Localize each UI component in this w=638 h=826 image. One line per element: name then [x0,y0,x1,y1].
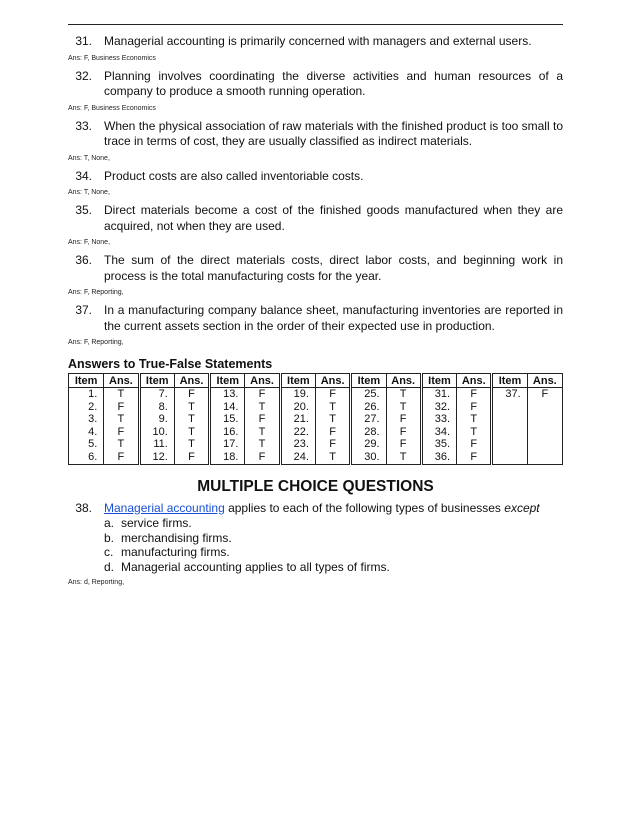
answer-cell: T [245,401,280,414]
item-cell: 2. [69,401,104,414]
answer-cell: T [174,438,209,451]
answer-cell: T [104,438,139,451]
item-cell: 37. [492,388,527,401]
item-cell: 29. [351,438,386,451]
answer-options [104,516,563,574]
question-number: 35. [75,203,92,217]
item-cell: 11. [139,438,174,451]
item-cell: 6. [69,451,104,464]
header-item: Item [139,374,174,388]
item-cell: 21. [280,413,315,426]
answer-cell: F [386,438,421,451]
answer-key: Ans: F, Business Economics [68,104,156,112]
question-37 [68,303,563,334]
question-text-body: applies to each of the following types of businesses [224,500,505,515]
question-number: 33. [75,118,92,133]
answer-cell: F [104,451,139,464]
table-row [69,413,563,426]
item-cell: 20. [280,401,315,414]
question-text: The sum of the direct materials costs, direct labor costs, and beginning work in process is the total manufacturing costs for the year. [104,253,563,283]
item-cell [492,451,527,464]
header-item: Item [492,374,527,388]
item-cell: 23. [280,438,315,451]
option-text: Managerial accounting applies to all types of firms. [121,559,390,574]
answer-cell [527,426,562,439]
item-cell: 8. [139,401,174,414]
item-cell: 4. [69,426,104,439]
answer-cell: T [315,451,350,464]
answers-table [68,373,563,465]
answer-cell: F [245,413,280,426]
item-cell: 36. [421,451,456,464]
item-cell: 7. [139,388,174,401]
option-text: service firms. [121,516,192,531]
item-cell: 32. [421,401,456,414]
question-text: Direct materials become a cost of the finished goods manufactured when they are acquired, not when they are used. [104,203,563,233]
option-b [104,531,563,546]
item-cell: 5. [69,438,104,451]
answer-cell: F [457,388,492,401]
question-33 [68,119,563,150]
item-cell: 10. [139,426,174,439]
item-cell: 19. [280,388,315,401]
answer-key: Ans: F, Business Economics [68,54,156,62]
question-35 [68,203,563,234]
header-rule [68,24,563,25]
header-ans: Ans. [457,374,492,388]
answer-cell: F [104,426,139,439]
answer-cell: T [315,401,350,414]
question-text [104,501,563,517]
question-text-emphasis: except [504,500,540,515]
answer-cell: T [315,413,350,426]
answer-cell: T [245,438,280,451]
item-cell [492,413,527,426]
answer-key: Ans: T, None, [68,154,110,162]
question-number: 37. [75,303,92,317]
header-item: Item [210,374,245,388]
true-false-questions [68,34,563,346]
answer-cell: F [315,426,350,439]
item-cell [492,401,527,414]
item-cell: 24. [280,451,315,464]
item-cell: 16. [210,426,245,439]
item-cell: 17. [210,438,245,451]
option-letter: b. [104,530,115,545]
answer-cell: T [245,426,280,439]
option-text: manufacturing firms. [121,545,230,560]
answer-cell: F [527,388,562,401]
option-text: merchandising firms. [121,530,232,545]
answer-cell: F [315,388,350,401]
answer-cell: F [457,438,492,451]
table-row [69,426,563,439]
option-letter: c. [104,545,114,560]
header-ans: Ans. [386,374,421,388]
header-ans: Ans. [174,374,209,388]
header-ans: Ans. [315,374,350,388]
answer-cell [527,438,562,451]
question-31 [68,34,563,50]
answer-cell: T [457,426,492,439]
answers-section-title: Answers to True-False Statements [68,357,273,371]
item-cell: 22. [280,426,315,439]
item-cell: 15. [210,413,245,426]
item-cell [492,438,527,451]
question-number: 31. [75,34,92,48]
table-row [69,438,563,451]
question-text: Product costs are also called inventoriable costs. [104,168,364,183]
answer-cell: F [386,413,421,426]
answer-cell: T [386,451,421,464]
answer-cell: T [457,413,492,426]
item-cell: 25. [351,388,386,401]
item-cell: 31. [421,388,456,401]
answer-cell: F [315,438,350,451]
multiple-choice-title: MULTIPLE CHOICE QUESTIONS [197,477,434,495]
answer-cell: F [457,451,492,464]
answer-cell: T [386,401,421,414]
item-cell: 9. [139,413,174,426]
header-item: Item [421,374,456,388]
header-item: Item [351,374,386,388]
item-cell: 35. [421,438,456,451]
question-text: When the physical association of raw materials with the finished product is too small to trace in terms of cost, they are usually classified as indirect materials. [104,118,563,148]
answer-cell: T [104,388,139,401]
managerial-accounting-link[interactable]: Managerial accounting [104,500,225,515]
item-cell: 13. [210,388,245,401]
item-cell: 30. [351,451,386,464]
option-d [104,560,563,575]
answer-cell: F [174,388,209,401]
table-row [69,401,563,414]
question-text: Managerial accounting is primarily concerned with managers and external users. [104,34,532,48]
table-row [69,388,563,401]
answer-cell: T [174,401,209,414]
header-item: Item [69,374,104,388]
option-letter: d. [104,559,115,574]
question-text: Planning involves coordinating the diverse activities and human resources of a company to produce a smooth running operation. [104,68,563,98]
option-a [104,516,563,531]
answer-cell: F [174,451,209,464]
item-cell: 18. [210,451,245,464]
item-cell: 1. [69,388,104,401]
question-34 [68,169,563,185]
question-number: 32. [75,68,92,83]
table-row [69,451,563,464]
answer-cell [527,451,562,464]
item-cell: 12. [139,451,174,464]
question-number: 36. [75,253,92,267]
answer-cell: F [245,388,280,401]
answer-cell: F [245,451,280,464]
answer-key: Ans: F, Reporting, [68,339,124,346]
answer-cell: T [174,426,209,439]
answer-cell: T [174,413,209,426]
item-cell: 33. [421,413,456,426]
answer-cell: F [386,426,421,439]
answer-key: Ans: F, Reporting, [68,289,124,296]
question-text: In a manufacturing company balance sheet, manufacturing inventories are reported in the current assets section in the order of their expected use in production. [104,303,563,333]
answers-table-header [69,374,563,388]
item-cell: 3. [69,413,104,426]
answers-table-body [69,388,563,465]
question-36 [68,253,563,284]
answer-key: Ans: F, None, [68,239,111,246]
item-cell: 34. [421,426,456,439]
header-ans: Ans. [104,374,139,388]
question-32 [68,69,563,100]
option-letter: a. [104,516,115,531]
answer-cell: F [457,401,492,414]
item-cell: 28. [351,426,386,439]
question-number: 34. [75,168,92,183]
option-c [104,545,563,560]
question-38 [68,501,563,517]
answer-cell: F [104,401,139,414]
answer-key: Ans: T, None, [68,189,110,196]
answer-cell [527,401,562,414]
header-item: Item [280,374,315,388]
header-ans: Ans. [527,374,562,388]
question-number: 38. [75,500,92,515]
item-cell [492,426,527,439]
item-cell: 26. [351,401,386,414]
page-content [68,34,563,593]
header-ans: Ans. [245,374,280,388]
item-cell: 27. [351,413,386,426]
answer-key: Ans: d, Reporting, [68,579,125,587]
item-cell: 14. [210,401,245,414]
answer-cell: T [386,388,421,401]
answer-cell [527,413,562,426]
answer-cell: T [104,413,139,426]
